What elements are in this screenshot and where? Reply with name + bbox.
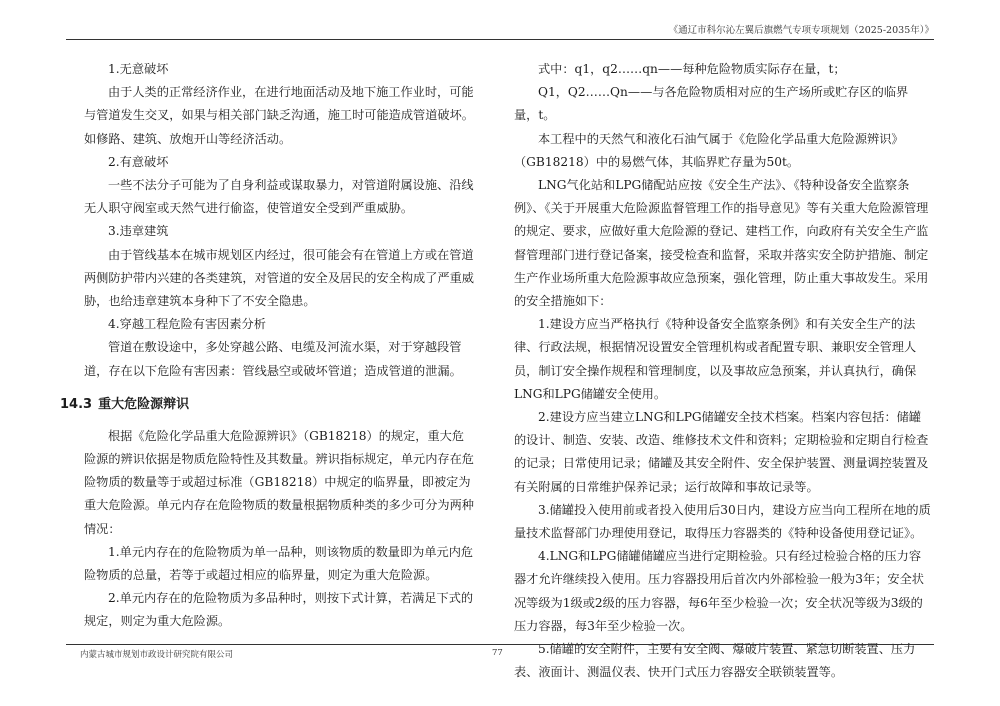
running-header: 《通辽市科尔沁左翼后旗燃气专项专项规划（2025-2035年）》 — [668, 25, 934, 36]
subheading-crossing-works: 4.穿越工程危险有害因素分析 — [108, 317, 266, 332]
paragraph: 一些不法分子可能为了自身利益或谋取暴力，对管道附属设施、沿线无人职守阀室或天然气进行偷盗，使管道安全受到严重威胁。 — [84, 178, 474, 216]
section-heading — [60, 395, 476, 415]
section-title: 重大危险源辩识 — [98, 396, 190, 412]
paragraph: 管道在敷设途中，多处穿越公路、电缆及河流水渠，对于穿越段管道，存在以下危险有害因素：管线悬空或破坏管道；造成管道的泄漏。 — [84, 340, 462, 378]
list-item: 5.储罐的安全附件，主要有安全阀、爆破片装置、紧急切断装置、压力表、液面计、测温仪表、快开门式压力容器安全联锁装置等。 — [514, 642, 916, 680]
paragraph: LNG气化站和LPG储配站应按《安全生产法》、《特种设备安全监察条例》、《关于开展重大危险源监督管理工作的指导意见》等有关重大危险源管理的规定、要求，应做好重大危险源的登记、建档工作，向政府有关安全生产监督管理部门进行登记备案，接受检查和监督，采取并落实安全防护措施、制定生产作业场所重大危险源事故应急预案，强化管理，防止重大事故发生。采用的安全措施如下： — [514, 178, 929, 309]
paragraph: 2.单元内存在的危险物质为多品种时，则按下式计算，若满足下式的规定，则定为重大危险源。 — [84, 591, 474, 629]
footer-organization: 内蒙古城市规划市政设计研究院有限公司 — [80, 650, 234, 660]
list-item: 2.建设方应当建立LNG和LPG储罐安全技术档案。档案内容包括：储罐的设计、制造、安装、改造、维修技术文件和资料；定期检验和定期自行检查的记录；日常使用记录；储罐及其安全附件、安全保护装置、测量调控装置及有关附属的日常维护保养记录；运行故障和事故记录等。 — [514, 410, 929, 494]
right-column — [514, 58, 932, 684]
paragraph: 1.单元内存在的危险物质为单一品种，则该物质的数量即为单元内危险物质的总量，若等于或超过相应的临界量，则定为重大危险源。 — [84, 544, 474, 583]
paragraph: 由于管线基本在城市规划区内经过，很可能会有在管道上方或在管道两侧防护带内兴建的各类建筑，对管道的安全及居民的安全构成了严重威胁，也给违章建筑本身种下了不安全隐患。 — [84, 247, 474, 309]
list-item: 3.储罐投入使用前或者投入使用后30日内，建设方应当向工程所在地的质量技术监督部门办理使用登记，取得压力容器类的《特种设备使用登记证》。 — [514, 502, 931, 541]
left-column — [60, 58, 476, 634]
paragraph: 本工程中的天然气和液化石油气属于《危险化学品重大危险源辨识》（GB18218）中的易燃气体，其临界贮存量为50t。 — [514, 131, 904, 169]
subheading-illegal-buildings: 3.违章建筑 — [108, 224, 169, 239]
subheading-intentional-damage: 2.有意破坏 — [108, 154, 169, 169]
subheading-unintentional-damage: 1.无意破坏 — [108, 62, 169, 76]
paragraph: 由于人类的正常经济作业，在进行地面活动及地下施工作业时，可能与管道发生交叉，如果与相关部门缺乏沟通，施工时可能造成管道破坏。如修路、建筑、放炮开山等经济活动。 — [84, 85, 474, 146]
footer-divider — [66, 644, 934, 645]
formula-legend-q: 式中：q1，q2……qn——每种危险物质实际存在量，t； — [538, 62, 846, 76]
section-number: 14.3 — [60, 396, 93, 412]
page-number: 77 — [492, 648, 503, 658]
formula-legend-Q: Q1，Q2……Qn——与各危险物质相对应的生产场所或贮存区的临界量，t。 — [514, 85, 909, 123]
list-item: 4.LNG和LPG储罐储罐应当进行定期检验。只有经过检验合格的压力容器才允许继续投入使用。压力容器投用后首次内外部检验一般为3年；安全状况等级为1级或2级的压力容器，每6年至少检验一次；安全状况等级为3级的压力容器，每3年至少检验一次。 — [514, 549, 924, 633]
header-divider — [66, 39, 934, 40]
paragraph: 根据《危险化学品重大危险源辨识》（GB18218）的规定，重大危险源的辨识依据是物质危险特性及其数量。辨识指标规定，单元内存在危险物质的数量等于或超过标准（GB18218）中规定的临界量，即被定为重大危险源。单元内存在危险物质的数量根据物质种类的多少可分为两种情况： — [84, 428, 474, 536]
list-item: 1.建设方应当严格执行《特种设备安全监察条例》和有关安全生产的法律、行政法规，根据情况设置安全管理机构或者配置专职、兼职安全管理人员，制订安全操作规程和管理制度，以及事故应急预案，并认真执行，确保LNG和LPG储罐安全使用。 — [514, 317, 917, 401]
